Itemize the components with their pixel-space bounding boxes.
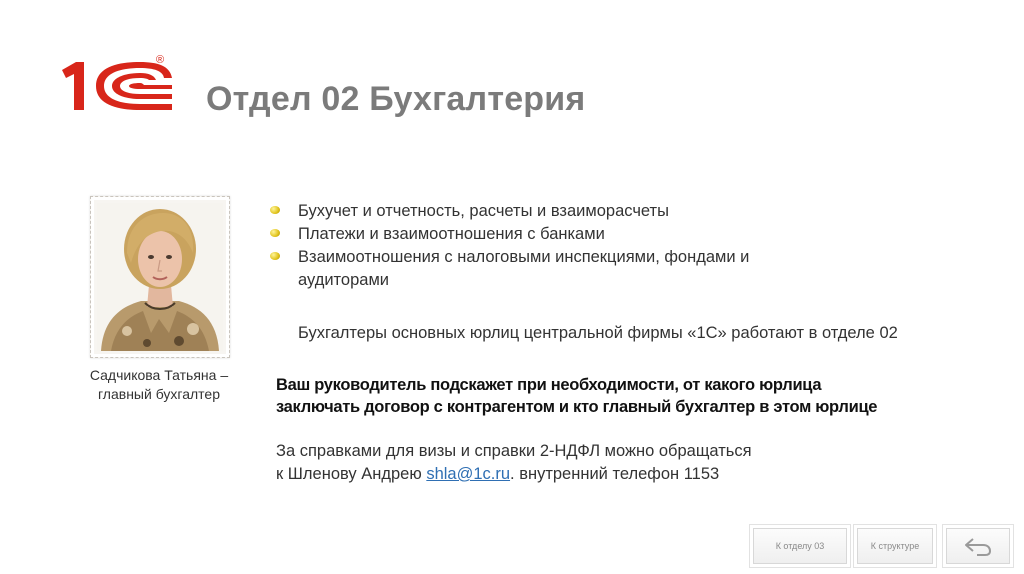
employee-caption: Садчикова Татьяна – главный бухгалтер [89, 367, 229, 402]
list-item-text: Платежи и взаимоотношения с банками [298, 225, 605, 243]
page-title: Отдел 02 Бухгалтерия [206, 80, 586, 118]
list-item [270, 246, 798, 292]
department-note: Бухгалтеры основных юрлиц центральной фирмы «1С» работают в отделе 02 [298, 324, 898, 342]
contact-line-1: За справками для визы и справки 2-НДФЛ можно обращаться [276, 442, 752, 460]
return-arrow-icon [963, 535, 993, 557]
list-item [270, 200, 798, 223]
contact-phone: . внутренний телефон 1153 [510, 465, 720, 483]
bullet-icon [270, 229, 280, 237]
logo-1c-mark [60, 58, 178, 114]
to-structure-button[interactable]: К структуре [857, 528, 933, 564]
contact-info [276, 440, 896, 486]
contact-name: к Шленову Андрею [276, 465, 427, 483]
list-item [270, 223, 798, 246]
logo-1c [60, 54, 178, 114]
manager-note: Ваш руководитель подскажет при необходимости, от какого юрлица заключать договор с контрагентом и кто главный бухгалтер в этом юрлице [276, 376, 878, 416]
email-link[interactable]: shla@1c.ru [426, 465, 511, 483]
next-department-button[interactable]: К отделу 03 [753, 528, 847, 564]
person-photo-icon [97, 203, 223, 351]
list-item-text: Взаимоотношения с налоговыми инспекциями, фондами и аудиторами [298, 248, 750, 289]
bullet-icon [270, 252, 280, 260]
list-item-text: Бухучет и отчетность, расчеты и взаиморасчеты [298, 202, 669, 220]
responsibilities-list [270, 200, 798, 292]
employee-photo [90, 196, 230, 358]
registered-mark: ® [156, 54, 165, 66]
bullet-icon [270, 206, 280, 214]
back-button[interactable] [946, 528, 1010, 564]
